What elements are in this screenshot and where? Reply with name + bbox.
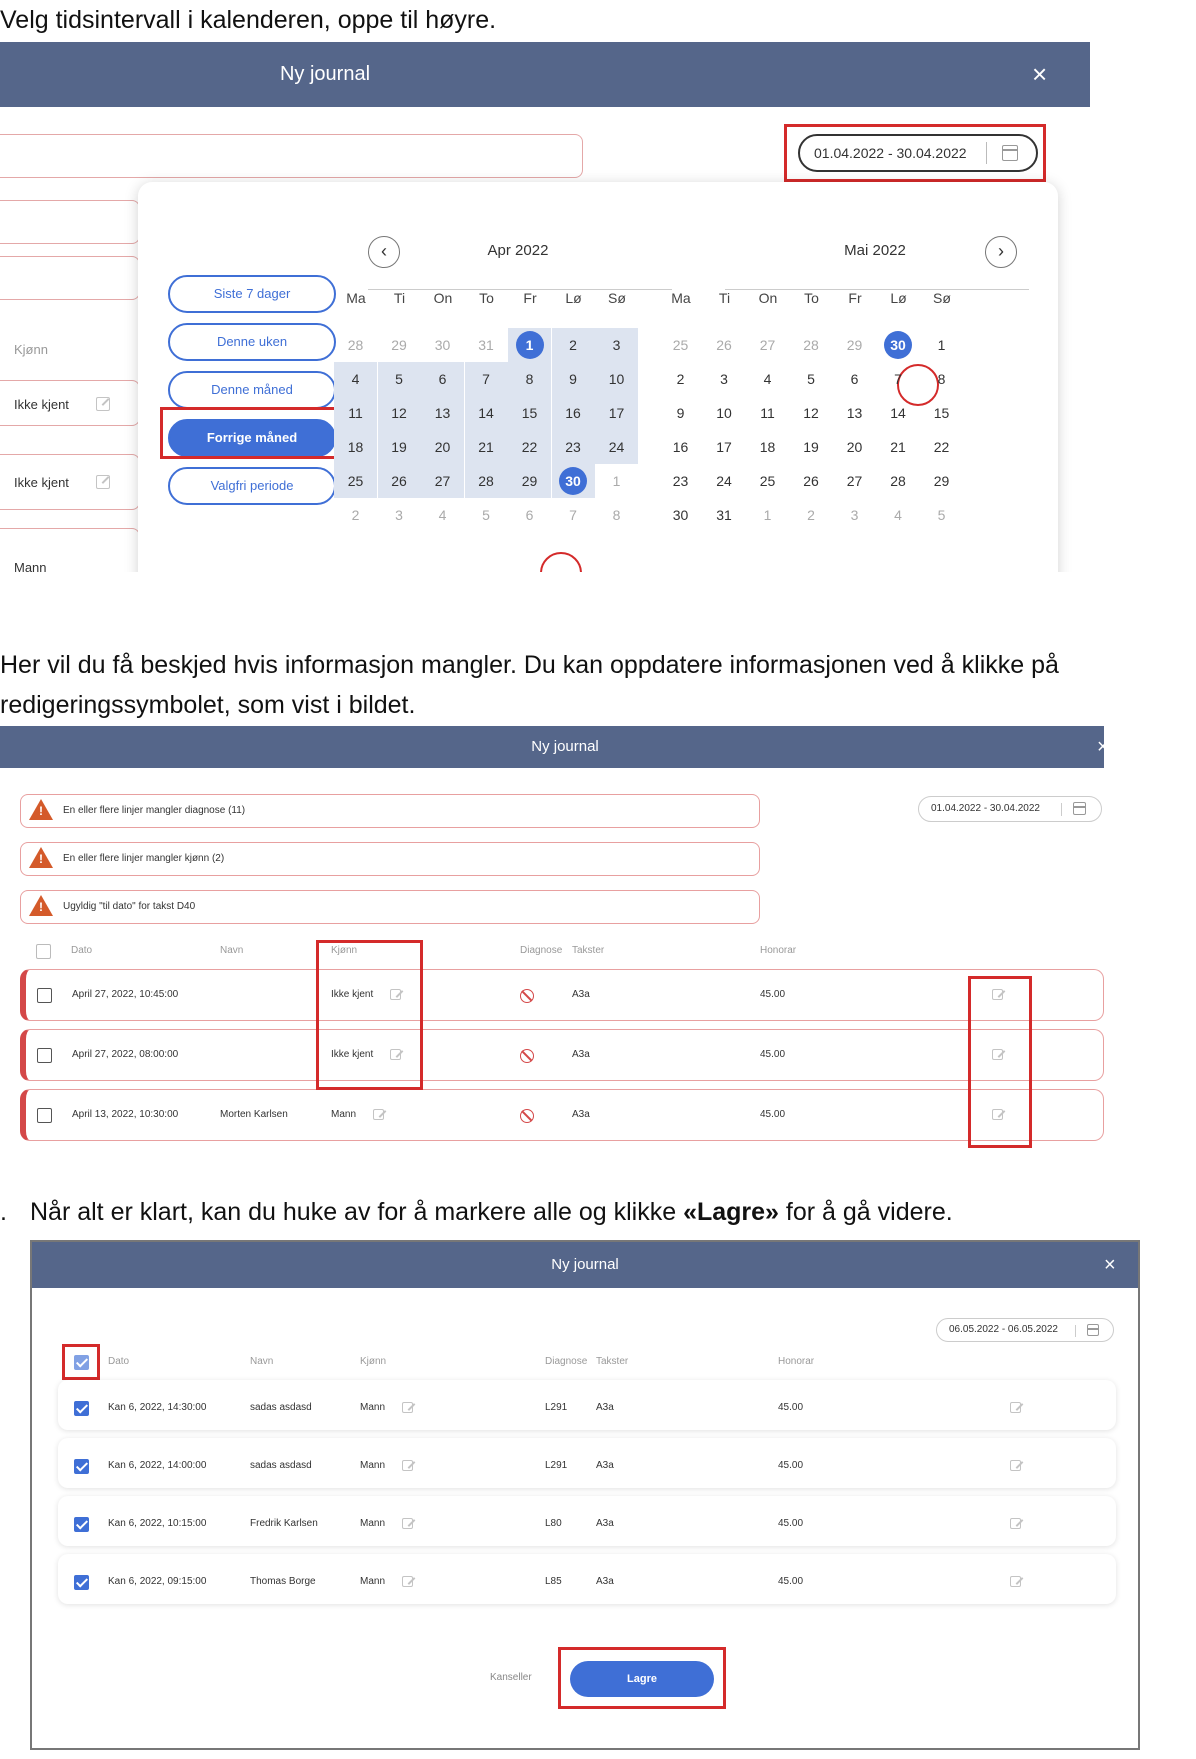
calendar-day[interactable]: 17 (716, 439, 732, 455)
calendar-day[interactable]: 2 (552, 328, 595, 362)
close-icon[interactable]: × (1032, 59, 1048, 89)
calendar-day[interactable] (877, 328, 920, 362)
row-diagnose: L85 (545, 1576, 562, 1587)
edit-icon[interactable] (402, 1402, 413, 1413)
calendar-day[interactable]: 7 (465, 362, 508, 396)
row-kjonn: Mann (360, 1576, 386, 1587)
calendar-day[interactable]: 11 (760, 405, 775, 421)
warning-icon (29, 799, 53, 820)
row-kjonn: Mann (360, 1402, 386, 1413)
col-header-navn: Navn (250, 1356, 274, 1367)
row-takst: A3a (572, 989, 590, 1000)
cancel-button[interactable]: Kanseller (490, 1672, 532, 1683)
calendar-day[interactable]: 29 (508, 464, 551, 498)
row-dato: April 13, 2022, 10:30:00 (72, 1109, 179, 1120)
save-button[interactable]: Lagre (570, 1661, 714, 1697)
calendar-day[interactable]: 13 (846, 405, 863, 421)
row-diagnose: L291 (545, 1460, 568, 1471)
calendar-day[interactable]: 8 (612, 507, 621, 523)
calendar-day[interactable]: 30 (434, 337, 451, 353)
weekday-label: Fr (848, 290, 862, 306)
row-dato: April 27, 2022, 08:00:00 (72, 1049, 179, 1060)
edit-icon[interactable] (402, 1576, 413, 1587)
next-month-button[interactable]: › (985, 236, 1017, 268)
calendar-day[interactable]: 29 (933, 473, 950, 489)
col-header-takster: Takster (596, 1356, 629, 1367)
bg-ikke-kjent: Ikke kjent (14, 397, 69, 412)
table-row[interactable] (58, 1554, 1116, 1604)
row-edit-icon[interactable] (1010, 1460, 1021, 1471)
weekday-label: Lø (890, 290, 907, 306)
col-header-dato: Dato (71, 945, 93, 956)
preset-forrige-maned[interactable]: Forrige måned (168, 419, 336, 457)
col-header-diagnose: Diagnose (545, 1356, 588, 1367)
calendar-day[interactable]: 30 (672, 507, 689, 523)
no-diagnosis-icon (520, 1109, 534, 1123)
preset-valgfri-periode[interactable]: Valgfri periode (168, 467, 336, 505)
calendar-day[interactable]: 1 (763, 507, 772, 523)
row-edit-icon[interactable] (1010, 1402, 1021, 1413)
warning-banner (20, 794, 760, 828)
calendar-day[interactable]: 21 (465, 430, 508, 464)
row-takst: A3a (596, 1460, 614, 1471)
close-icon[interactable]: × (1097, 736, 1109, 758)
calendar-day[interactable]: 28 (890, 473, 906, 489)
row-dato: Kan 6, 2022, 14:30:00 (108, 1402, 207, 1413)
date-picker-popup (138, 182, 1058, 572)
highlight-box (316, 940, 423, 1090)
row-checkbox[interactable] (74, 1517, 89, 1532)
calendar-day[interactable]: 19 (803, 439, 819, 455)
table-row[interactable] (20, 969, 1104, 1021)
calendar-day[interactable]: 14 (890, 405, 906, 421)
calendar-day[interactable]: 26 (716, 337, 732, 353)
row-dato: April 27, 2022, 10:45:00 (72, 989, 179, 1000)
date-range-input[interactable] (918, 796, 1102, 822)
calendar-day[interactable]: 2 (676, 371, 685, 387)
no-diagnosis-icon (520, 1049, 534, 1063)
calendar-day[interactable]: 16 (672, 439, 689, 455)
bg-kjonn-label: Kjønn (14, 342, 48, 357)
weekday-label: Ti (718, 290, 731, 306)
selected-day: 30 (559, 467, 587, 495)
calendar-day[interactable]: 10 (716, 405, 732, 421)
col-header-navn: Navn (220, 945, 244, 956)
row-checkbox[interactable] (37, 1108, 52, 1123)
instruction-step3-bullet: . (0, 1198, 7, 1226)
calendar-day[interactable]: 24 (595, 430, 638, 464)
calendar-day[interactable]: 28 (465, 464, 508, 498)
calendar-day[interactable]: 26 (378, 464, 421, 498)
date-range-value: 06.05.2022 - 06.05.2022 (949, 1324, 1058, 1335)
modal-title: Ny journal (551, 1256, 619, 1273)
row-checkbox[interactable] (74, 1401, 89, 1416)
table-row[interactable] (58, 1380, 1116, 1430)
preset-denne-uken[interactable]: Denne uken (168, 323, 336, 361)
screenshot-save (30, 1240, 1140, 1750)
row-dato: Kan 6, 2022, 14:00:00 (108, 1460, 207, 1471)
screenshot-date-picker (0, 42, 1090, 572)
calendar-day[interactable]: 22 (508, 430, 551, 464)
calendar-day[interactable]: 7 (569, 507, 577, 523)
calendar-day[interactable]: 22 (933, 439, 950, 455)
weekday-label: Sø (933, 290, 951, 306)
calendar-day[interactable]: 4 (334, 362, 377, 396)
row-takst: A3a (596, 1576, 614, 1587)
calendar-icon[interactable] (1073, 802, 1086, 815)
table-row[interactable] (58, 1438, 1116, 1488)
row-kjonn: Ikke kjent (331, 989, 374, 1000)
calendar-day[interactable]: 6 (525, 507, 534, 523)
row-navn: Thomas Borge (250, 1576, 316, 1587)
weekday-label: On (758, 290, 778, 306)
row-honorar: 45.00 (778, 1460, 804, 1471)
calendar-day[interactable]: 19 (378, 430, 421, 464)
highlight-box (968, 976, 1032, 1148)
instruction-step1: Velg tidsintervall i kalenderen, oppe til høyre. (0, 6, 497, 34)
highlight-circle-today (540, 552, 582, 572)
calendar-day[interactable]: 12 (378, 396, 421, 430)
col-header-dato: Dato (108, 1356, 130, 1367)
calendar-day[interactable]: 6 (421, 362, 464, 396)
weekday-label: Ma (671, 290, 691, 306)
selected-day: 30 (884, 331, 912, 359)
row-kjonn: Mann (360, 1460, 386, 1471)
weekday-label: Lø (565, 290, 582, 306)
weekday-label: On (433, 290, 453, 306)
modal-header (32, 1242, 1138, 1288)
bg-input-field (0, 200, 140, 244)
row-takst: A3a (596, 1402, 614, 1413)
calendar-day[interactable]: 28 (803, 337, 819, 353)
calendar-day[interactable]: 14 (465, 396, 508, 430)
row-takst: A3a (596, 1518, 614, 1529)
calendar-day[interactable] (552, 464, 595, 498)
calendar-day[interactable]: 27 (421, 464, 464, 498)
calendar-day[interactable]: 3 (850, 507, 859, 523)
instruction-step2-line1: Her vil du få beskjed hvis informasjon mangler. Du kan oppdatere informasjonen ved å klikke på (0, 651, 1059, 679)
row-dato: Kan 6, 2022, 09:15:00 (108, 1576, 207, 1587)
calendar-day[interactable]: 25 (672, 337, 689, 353)
col-header-diagnose: Diagnose (520, 945, 563, 956)
calendar-day[interactable]: 13 (421, 396, 464, 430)
row-dato: Kan 6, 2022, 10:15:00 (108, 1518, 207, 1529)
weekday-label: Sø (608, 290, 626, 306)
instruction-step3-pre: Når alt er klart, kan du huke av for å markere alle og klikke (30, 1198, 684, 1226)
calendar-day[interactable]: 5 (482, 507, 490, 523)
instruction-step3-post: for å gå videre. (778, 1198, 953, 1226)
bg-mann: Mann (14, 560, 47, 572)
calendar-day[interactable]: 3 (595, 328, 638, 362)
highlight-box (784, 124, 1046, 182)
row-honorar: 45.00 (778, 1402, 804, 1413)
selected-day: 1 (516, 331, 544, 359)
warning-banner (20, 890, 760, 924)
calendar-icon[interactable] (1087, 1324, 1099, 1336)
calendar-day[interactable]: 5 (378, 362, 421, 396)
calendar-day[interactable]: 27 (759, 337, 776, 353)
pill-divider (1061, 803, 1062, 816)
calendar-day[interactable]: 5 (807, 371, 815, 387)
calendar-day[interactable]: 1 (612, 473, 621, 489)
bg-input-field (0, 134, 583, 178)
calendar-day[interactable] (508, 328, 551, 362)
calendar-day[interactable]: 8 (508, 362, 551, 396)
row-navn: sadas asdasd (250, 1460, 312, 1471)
row-honorar: 45.00 (778, 1576, 804, 1587)
edit-icon[interactable] (402, 1460, 413, 1471)
warning-text: En eller flere linjer mangler diagnose (11) (63, 805, 246, 816)
calendar-day[interactable]: 15 (508, 396, 551, 430)
modal-header (0, 726, 1109, 768)
row-navn: Fredrik Karlsen (250, 1518, 318, 1529)
preset-siste-7-dager[interactable]: Siste 7 dager (168, 275, 336, 313)
row-kjonn: Ikke kjent (331, 1049, 374, 1060)
calendar-day[interactable]: 7 (894, 371, 902, 387)
preset-denne-maned[interactable]: Denne måned (168, 371, 336, 409)
bg-ikke-kjent: Ikke kjent (14, 475, 69, 490)
weekday-label: To (804, 290, 819, 306)
row-diagnose: L291 (545, 1402, 568, 1413)
calendar-day[interactable]: 9 (552, 362, 595, 396)
calendar-day[interactable]: 6 (850, 371, 859, 387)
edit-icon (96, 397, 110, 411)
calendar-day[interactable]: 3 (395, 507, 403, 523)
calendar-day[interactable]: 26 (803, 473, 819, 489)
row-checkbox[interactable] (74, 1459, 89, 1474)
weekday-label: Ma (346, 290, 366, 306)
table-row[interactable] (58, 1496, 1116, 1546)
date-range-input[interactable] (936, 1318, 1114, 1342)
row-honorar: 45.00 (760, 989, 786, 1000)
col-header-honorar: Honorar (760, 945, 797, 956)
calendar-day[interactable]: 25 (759, 473, 776, 489)
row-navn: sadas asdasd (250, 1402, 312, 1413)
calendar-day[interactable]: 18 (334, 430, 377, 464)
calendar-day[interactable]: 23 (672, 473, 689, 489)
screenshot-warnings (0, 726, 1109, 1146)
row-honorar: 45.00 (760, 1109, 786, 1120)
prev-month-button[interactable]: ‹ (368, 236, 400, 268)
calendar-day[interactable]: 31 (478, 337, 494, 353)
calendar-day[interactable]: 16 (552, 396, 595, 430)
highlight-box (62, 1344, 100, 1380)
highlight-box (160, 407, 344, 459)
table-row[interactable] (20, 1089, 1104, 1141)
calendar-day[interactable]: 12 (803, 405, 819, 421)
row-honorar: 45.00 (778, 1518, 804, 1529)
row-checkbox[interactable] (37, 988, 52, 1003)
edit-icon[interactable] (402, 1518, 413, 1529)
row-takst: A3a (572, 1109, 590, 1120)
bg-input-field (0, 256, 140, 300)
col-header-kjonn: Kjønn (331, 945, 358, 956)
edit-icon (96, 475, 110, 489)
instruction-step3 (30, 1192, 953, 1232)
weekday-label: Ti (393, 290, 406, 306)
select-all-checkbox[interactable] (36, 944, 51, 959)
month-title-mai: Mai 2022 (844, 242, 906, 259)
calendar-day[interactable]: 24 (716, 473, 732, 489)
calendar-day[interactable]: 21 (890, 439, 906, 455)
row-checkbox[interactable] (74, 1575, 89, 1590)
calendar-day[interactable]: 4 (763, 371, 772, 387)
row-kjonn: Mann (360, 1518, 386, 1529)
row-edit-icon[interactable] (1010, 1518, 1021, 1529)
calendar-day[interactable]: 28 (347, 337, 364, 353)
calendar-day[interactable]: 25 (334, 464, 377, 498)
calendar-day[interactable]: 29 (846, 337, 863, 353)
calendar-day[interactable]: 4 (894, 507, 902, 523)
close-icon[interactable]: × (1104, 1254, 1116, 1276)
warning-icon (29, 847, 53, 868)
weekday-label: Fr (523, 290, 537, 306)
warning-banner (20, 842, 760, 876)
highlight-box (558, 1647, 726, 1709)
calendar-day[interactable]: 2 (351, 507, 360, 523)
warning-text: Ugyldig "til dato" for takst D40 (63, 901, 196, 912)
col-header-honorar: Honorar (778, 1356, 815, 1367)
warning-text: En eller flere linjer mangler kjønn (2) (63, 853, 225, 864)
calendar-day[interactable]: 20 (846, 439, 863, 455)
row-diagnose: L80 (545, 1518, 562, 1529)
warning-icon (29, 895, 53, 916)
calendar-day[interactable]: 1 (937, 337, 946, 353)
calendar-day[interactable]: 29 (391, 337, 407, 353)
calendar-day[interactable]: 4 (438, 507, 447, 523)
calendar-day[interactable]: 3 (720, 371, 728, 387)
calendar-day[interactable]: 27 (846, 473, 863, 489)
col-header-takster: Takster (572, 945, 605, 956)
row-navn: Morten Karlsen (220, 1109, 288, 1120)
table-row[interactable] (20, 1029, 1104, 1081)
calendar-day[interactable]: 20 (421, 430, 464, 464)
calendar-day[interactable]: 10 (595, 362, 638, 396)
calendar-day[interactable]: 31 (716, 507, 732, 523)
no-diagnosis-icon (520, 989, 534, 1003)
calendar-day[interactable]: 8 (937, 371, 946, 387)
date-range-value: 01.04.2022 - 30.04.2022 (814, 145, 967, 161)
calendar-day[interactable]: 9 (676, 405, 685, 421)
row-checkbox[interactable] (37, 1048, 52, 1063)
col-header-kjonn: Kjønn (360, 1356, 387, 1367)
calendar-day[interactable]: 5 (937, 507, 946, 523)
row-takst: A3a (572, 1049, 590, 1060)
row-honorar: 45.00 (760, 1049, 786, 1060)
calendar-day[interactable]: 23 (552, 430, 595, 464)
edit-icon[interactable] (373, 1109, 384, 1120)
pill-divider (1075, 1325, 1076, 1337)
modal-title: Ny journal (531, 738, 599, 755)
date-range-value: 01.04.2022 - 30.04.2022 (931, 803, 1040, 814)
calendar-day[interactable]: 17 (595, 396, 638, 430)
calendar-day[interactable]: 18 (759, 439, 776, 455)
calendar-day[interactable]: 2 (807, 507, 815, 523)
weekday-label: To (479, 290, 494, 306)
row-edit-icon[interactable] (1010, 1576, 1021, 1587)
month-title-apr: Apr 2022 (487, 242, 549, 259)
modal-header (0, 42, 1090, 107)
row-kjonn: Mann (331, 1109, 357, 1120)
calendar-day[interactable]: 15 (933, 405, 950, 421)
modal-title: Ny journal (279, 63, 371, 85)
instruction-step3-bold: «Lagre» (683, 1198, 779, 1226)
calendar-day[interactable]: 11 (334, 396, 377, 430)
instruction-step2-line2: redigeringssymbolet, som vist i bildet. (0, 691, 416, 719)
